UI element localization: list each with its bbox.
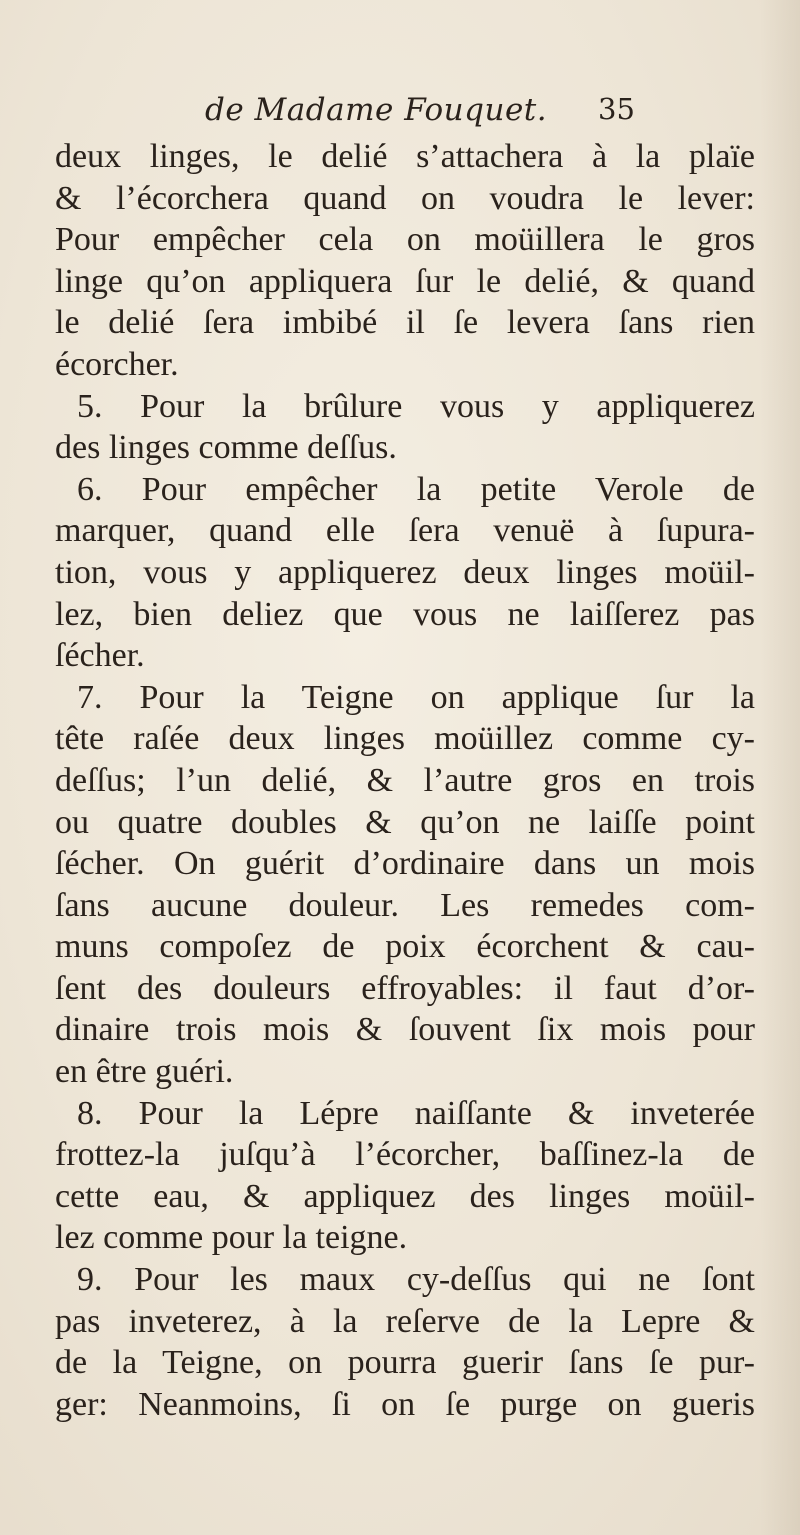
text-line: 8. Pour la Lépre naiſſante & inveterée xyxy=(77,1094,755,1132)
text-line: le delié ſera imbibé il ſe levera ſans rien xyxy=(55,304,755,342)
text-line: dinaire trois mois & ſouvent ſix mois pour xyxy=(55,1011,755,1049)
text-line: tête raſée deux linges moüillez comme cy- xyxy=(55,720,755,758)
page-header xyxy=(0,92,800,136)
text-line: cette eau, & appliquez des linges moüil- xyxy=(55,1177,755,1215)
text-line: frottez-la juſqu’à l’écorcher, baſſinez-la de xyxy=(55,1136,755,1174)
text-line: 5. Pour la brûlure vous y appliquerez xyxy=(77,387,755,425)
text-line: ſent des douleurs effroyables: il faut d’or- xyxy=(55,969,755,1007)
text-line: tion, vous y appliquerez deux linges moüil- xyxy=(55,553,755,591)
body-text xyxy=(55,136,755,1425)
text-line: deſſus; l’un delié, & l’autre gros en trois xyxy=(55,761,755,799)
text-line: lez comme pour la teigne. xyxy=(55,1219,408,1257)
text-line: muns compoſez de poix écorchent & cau- xyxy=(55,928,755,966)
text-line: ou quatre doubles & qu’on ne laiſſe point xyxy=(55,803,755,841)
text-line: de la Teigne, on pourra guerir ſans ſe pur- xyxy=(55,1344,755,1382)
text-line: & l’écorchera quand on voudra le lever: xyxy=(55,179,755,217)
text-line: marquer, quand elle ſera venuë à ſupura- xyxy=(55,512,755,550)
text-line: deux linges, le delié s’attachera à la plaïe xyxy=(55,138,755,175)
text-line: des linges comme deſſus. xyxy=(55,429,397,467)
running-head: de Madame Fouquet. xyxy=(205,92,548,128)
page-edge-shadow xyxy=(760,0,800,1535)
text-line: ſécher. On guérit d’ordinaire dans un mois xyxy=(55,845,755,883)
text-line: Pour empêcher cela on moüillera le gros xyxy=(55,221,755,259)
text-line: écorcher. xyxy=(55,345,179,383)
text-line: linge qu’on appliquera ſur le delié, & quand xyxy=(55,262,755,300)
text-line: ſans aucune douleur. Les remedes com- xyxy=(55,886,755,924)
page-number: 35 xyxy=(598,92,635,126)
text-line: 7. Pour la Teigne on applique ſur la xyxy=(77,678,755,716)
text-line: 6. Pour empêcher la petite Verole de xyxy=(77,470,755,508)
text-line: 9. Pour les maux cy-deſſus qui ne ſont xyxy=(77,1261,755,1299)
text-line: ſécher. xyxy=(55,637,145,675)
text-line: pas inveterez, à la reſerve de la Lepre & xyxy=(55,1302,755,1340)
text-line: lez, bien deliez que vous ne laiſſerez pas xyxy=(55,595,755,633)
text-line: ger: Neanmoins, ſi on ſe purge on gueris xyxy=(55,1385,755,1423)
text-line: en être guéri. xyxy=(55,1053,234,1091)
